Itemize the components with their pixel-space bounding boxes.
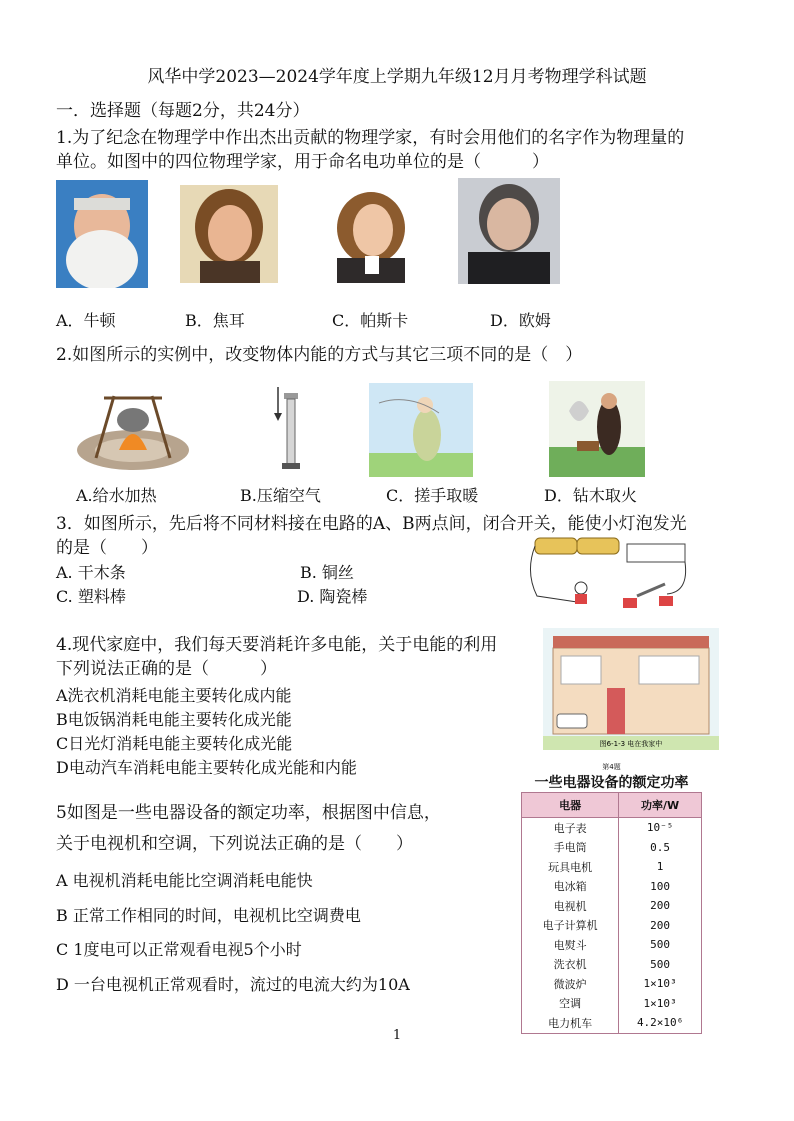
- q5-option-d: D 一台电视机正常观看时，流过的电流大约为10A: [56, 975, 410, 994]
- q2-option-d: D．钻木取火: [544, 486, 637, 505]
- device-cell: 微波炉: [522, 974, 619, 994]
- joule-portrait: [180, 185, 278, 283]
- q5-option-a: A 电视机消耗电能比空调消耗电能快: [56, 871, 313, 890]
- q4-option-b: B电饭锅消耗电能主要转化成光能: [56, 710, 292, 729]
- device-cell: 洗衣机: [522, 955, 619, 975]
- drilling-fire-image: [549, 381, 645, 477]
- table-row: [522, 838, 702, 858]
- device-cell: 电力机车: [522, 1013, 619, 1033]
- device-cell: 电视机: [522, 896, 619, 916]
- q5-option-c: C 1度电可以正常观看电视5个小时: [56, 940, 302, 959]
- q1-stem-line2: 单位。如图中的四位物理学家，用于命名电功单位的是（ ）: [56, 152, 549, 172]
- power-cell: 500: [619, 955, 702, 975]
- q4-stem-line1: 4.现代家庭中，我们每天要消耗许多电能，关于电能的利用: [56, 635, 498, 655]
- device-cell: 空调: [522, 994, 619, 1014]
- q5-option-b: B 正常工作相同的时间，电视机比空调费电: [56, 906, 361, 925]
- power-table-header-device: 电器: [522, 793, 619, 818]
- table-row: [522, 935, 702, 955]
- device-cell: 玩具电机: [522, 857, 619, 877]
- air-compression-image: [270, 383, 308, 473]
- q2-option-a: A.给水加热: [76, 486, 157, 505]
- power-table-figure: [521, 762, 702, 1030]
- table-row: [522, 877, 702, 897]
- q3-stem-line2: 的是（ ）: [56, 538, 158, 558]
- q1-option-d: D．欧姆: [490, 311, 551, 330]
- power-cell: 1: [619, 857, 702, 877]
- exam-title: 风华中学2023—2024学年度上学期九年级12月月考物理学科试题: [147, 67, 647, 87]
- q3-option-b: B. 铜丝: [300, 563, 354, 582]
- power-cell: 4.2×10⁶: [619, 1013, 702, 1033]
- q4-option-a: A洗衣机消耗电能主要转化成内能: [56, 686, 292, 705]
- table-row: [522, 818, 702, 838]
- power-table-header-power: 功率/W: [619, 793, 702, 818]
- pascal-portrait: [323, 186, 419, 283]
- q3-option-d: D. 陶瓷棒: [297, 587, 368, 606]
- kettle-fire-image: [74, 388, 192, 474]
- power-table-caption: 一些电器设备的额定功率: [534, 775, 689, 791]
- q5-stem-line2: 关于电视机和空调，下列说法正确的是（ ）: [56, 834, 413, 854]
- q2-stem: 2.如图所示的实例中，改变物体内能的方式与其它三项不同的是（ ）: [56, 345, 583, 365]
- ohm-portrait: [458, 178, 560, 284]
- q1-option-a: A．牛顿: [56, 311, 116, 330]
- table-row: [522, 974, 702, 994]
- q3-option-c: C. 塑料棒: [56, 587, 126, 606]
- device-cell: 电冰箱: [522, 877, 619, 897]
- power-cell: 0.5: [619, 838, 702, 858]
- q3-stem-line1: 3．如图所示，先后将不同材料接在电路的A、B两点间，闭合开关，能使小灯泡发光: [56, 514, 687, 534]
- q4-option-c: C日光灯消耗电能主要转化成光能: [56, 734, 293, 753]
- power-cell: 10⁻⁵: [619, 818, 702, 838]
- q4-option-d: D电动汽车消耗电能主要转化成光能和内能: [56, 758, 357, 777]
- power-table: [521, 792, 702, 1034]
- power-cell: 1×10³: [619, 994, 702, 1014]
- q4-stem-line2: 下列说法正确的是（ ）: [56, 659, 277, 679]
- q5-stem-line1: 5如图是一些电器设备的额定功率，根据图中信息，: [56, 803, 441, 823]
- power-table-tag: 第4题: [602, 763, 621, 771]
- house-caption: 图6-1-3 电在我家中: [599, 740, 663, 748]
- q1-stem-line1: 1.为了纪念在物理学中作出杰出贡献的物理学家，有时会用他们的名字作为物理量的: [56, 128, 685, 148]
- rubbing-hands-image: [369, 383, 473, 477]
- circuit-diagram: [527, 532, 693, 614]
- q1-option-b: B．焦耳: [185, 311, 245, 330]
- power-cell: 100: [619, 877, 702, 897]
- device-cell: 电子表: [522, 818, 619, 838]
- q1-option-c: C．帕斯卡: [332, 311, 409, 330]
- newton-portrait: [56, 180, 148, 288]
- power-cell: 500: [619, 935, 702, 955]
- table-row: [522, 994, 702, 1014]
- power-cell: 200: [619, 896, 702, 916]
- table-row: [522, 896, 702, 916]
- device-cell: 手电筒: [522, 838, 619, 858]
- table-row: [522, 857, 702, 877]
- q2-option-c: C．搓手取暖: [386, 486, 479, 505]
- device-cell: 电子计算机: [522, 916, 619, 936]
- table-row: [522, 916, 702, 936]
- q3-option-a: A. 干木条: [56, 563, 126, 582]
- q2-option-b: B.压缩空气: [240, 486, 321, 505]
- power-cell: 200: [619, 916, 702, 936]
- house-diagram: [543, 628, 719, 750]
- power-cell: 1×10³: [619, 974, 702, 994]
- section-heading: 一．选择题（每题2分，共24分）: [56, 101, 310, 121]
- page-number: 1: [392, 1028, 402, 1043]
- device-cell: 电熨斗: [522, 935, 619, 955]
- table-row: [522, 955, 702, 975]
